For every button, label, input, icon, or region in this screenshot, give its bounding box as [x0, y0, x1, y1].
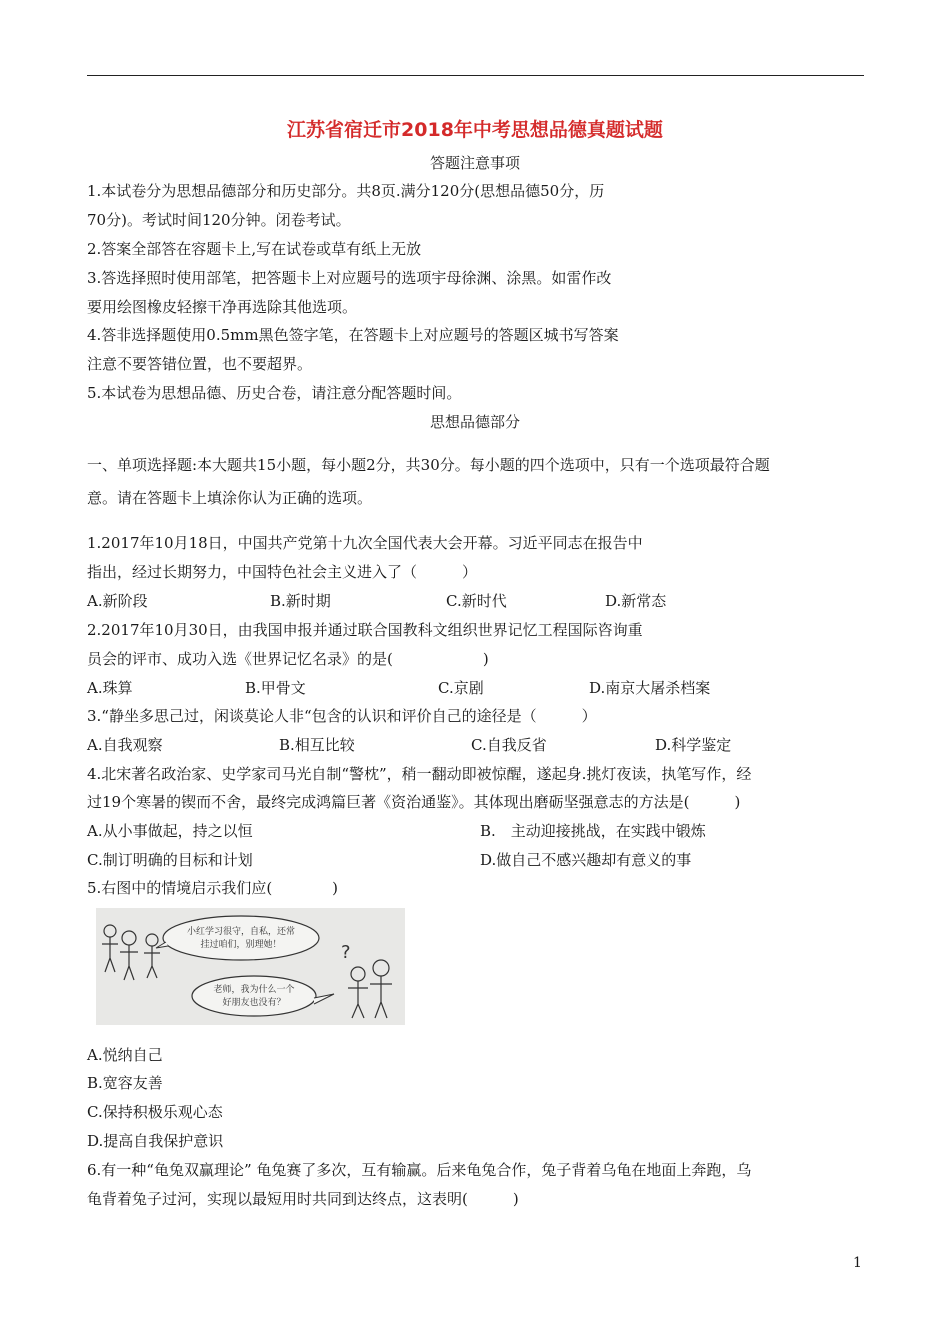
- notice-line: 2.答案全部答在容题卡上,写在试卷或草有纸上无放: [87, 240, 422, 258]
- question-stem: 3.“静坐多思己过，闲谈莫论人非“包含的认识和评价自己的途径是（ ）: [87, 707, 597, 725]
- notice-line: 要用绘图橡皮轻擦干净再选除其他选项。: [87, 298, 358, 316]
- svg-text:?: ?: [341, 942, 351, 963]
- notice-line: 注意不要答错位置，也不要超界。: [87, 355, 313, 373]
- page-number: 1: [853, 1255, 862, 1271]
- question-stem: 龟背着兔子过河，实现以最短用时共同到达终点，这表明( ): [87, 1190, 519, 1208]
- notice-line: 4.答非选择题使用0.5mm黑色签字笔，在答题卡上对应题号的答题区城书写答案: [87, 326, 619, 344]
- bubble-text: 小红学习很守，自私，还常: [186, 927, 296, 937]
- option: C.保持积极乐观心态: [87, 1103, 223, 1121]
- option: B.宽容友善: [87, 1074, 163, 1092]
- notice-line: 5.本试卷为思想品德、历史合卷，请注意分配答题时间。: [87, 384, 462, 402]
- question-stem: 过19个寒暑的锲而不舍，最终完成鸿篇巨著《资治通鉴》。其体现出磨砺坚强意志的方法是( ): [87, 793, 741, 811]
- bubble-text: 老师，我为什么一个: [213, 985, 295, 995]
- option: A.从小事做起，持之以恒: [87, 822, 253, 840]
- option: D.新常态: [605, 592, 667, 610]
- question-stem: 指出，经过长期努力，中国特色社会主义进入了（ ）: [87, 563, 478, 581]
- question-stem: 4.北宋著名政治家、史学家司马光自制“警枕”，稍一翻动即被惊醒，遂起身.挑灯夜读，执笔写作，经: [87, 765, 752, 783]
- option: B.甲骨文: [245, 679, 306, 697]
- notice-line: 70分)。考试时间120分钟。闭卷考试。: [87, 211, 351, 229]
- option: A.悦纳自己: [87, 1046, 163, 1064]
- option: B.新时期: [270, 592, 331, 610]
- section-intro: 意。请在答题卡上填涂你认为正确的选项。: [87, 489, 373, 507]
- question-stem: 员会的评市、成功入选《世界记忆名录》的是( ): [87, 650, 489, 668]
- option: C.京剧: [438, 679, 484, 697]
- option: D.提高自我保护意识: [87, 1132, 224, 1150]
- option: D.做自己不感兴趣却有意义的事: [480, 851, 692, 869]
- top-rule: [87, 75, 864, 76]
- question-stem: 1.2017年10月18日，中国共产党第十九次全国代表大会开幕。习近平同志在报告中: [87, 534, 643, 552]
- section-heading: 思想品德部分: [429, 413, 520, 431]
- option: D.南京大屠杀档案: [589, 679, 711, 697]
- page-title: 江苏省宿迁市2018年中考思想品德真题试题: [287, 119, 663, 141]
- notice-line: 1.本试卷分为思想品德部分和历史部分。共8页.满分120分(思想品德50分，历: [87, 182, 605, 200]
- question-stem: 2.2017年10月30日，由我国申报并通过联合国教科文组织世界记忆工程国际咨询重: [87, 621, 643, 639]
- cartoon-figure: [96, 908, 405, 1025]
- bubble-text: 挂过咱们，别理她！: [200, 940, 282, 950]
- bubble-text: 好朋友也没有？: [222, 998, 286, 1008]
- question-stem: 6.有一种“龟兔双赢理论” 龟兔赛了多次，互有输赢。后来龟兔合作，兔子背着乌龟在地面上奔跑，乌: [87, 1161, 752, 1179]
- question-stem: 5.右图中的情境启示我们应( ): [87, 879, 339, 897]
- option: A.自我观察: [87, 736, 163, 754]
- option: B. 主动迎接挑战，在实践中锻炼: [480, 822, 706, 840]
- notice-heading: 答题注意事项: [429, 154, 520, 172]
- option: A.新阶段: [87, 592, 148, 610]
- option: B.相互比较: [279, 736, 355, 754]
- option: C.制订明确的目标和计划: [87, 851, 253, 869]
- option: A.珠算: [87, 679, 133, 697]
- section-intro: 一、单项选择题:本大题共15小题，每小题2分，共30分。每小题的四个选项中，只有一个选项最符合题: [87, 456, 770, 474]
- option: D.科学鉴定: [655, 736, 732, 754]
- option: C.新时代: [446, 592, 507, 610]
- notice-line: 3.答选择照时使用部笔，把答题卡上对应题号的选项宇母徐渊、涂黑。如雷作改: [87, 269, 612, 287]
- option: C.自我反省: [471, 736, 547, 754]
